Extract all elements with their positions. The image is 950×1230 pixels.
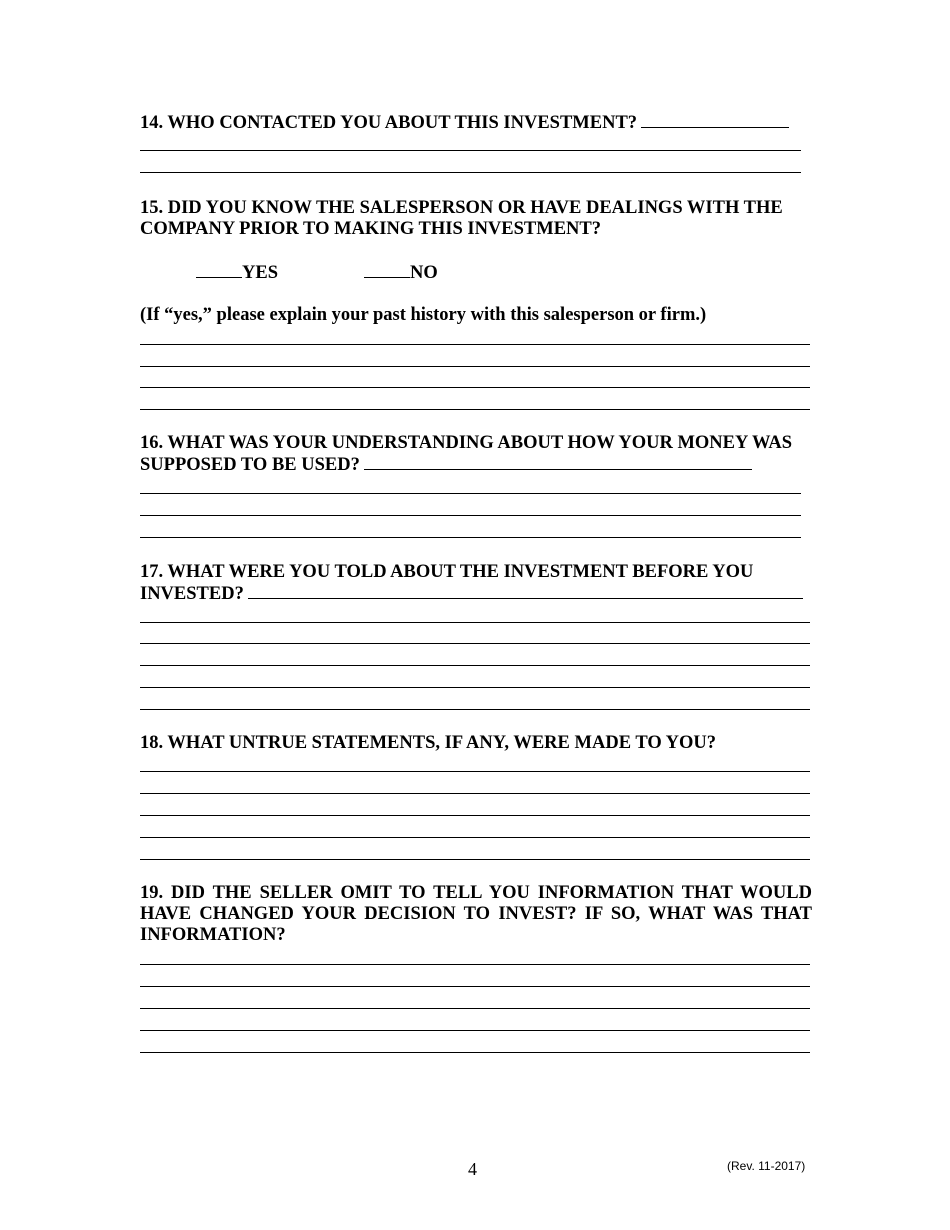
question-15-note: (If “yes,” please explain your past history with this salesperson or firm.) xyxy=(140,305,707,325)
answer-line[interactable] xyxy=(140,837,810,838)
question-16-text: 16. WHAT WAS YOUR UNDERSTANDING ABOUT HOW YOUR MONEY WAS SUPPOSED TO BE USED? xyxy=(140,433,793,475)
question-17-text: 17. WHAT WERE YOU TOLD ABOUT THE INVESTMENT BEFORE YOU INVESTED? xyxy=(140,562,754,604)
question-18: 18. WHAT UNTRUE STATEMENTS, IF ANY, WERE MADE TO YOU? xyxy=(140,733,717,753)
answer-line[interactable] xyxy=(140,709,810,710)
answer-line[interactable] xyxy=(140,1008,810,1009)
answer-line[interactable] xyxy=(140,172,801,173)
answer-line[interactable] xyxy=(140,409,810,410)
answer-line[interactable] xyxy=(140,515,801,516)
answer-line[interactable] xyxy=(140,986,810,987)
answer-line[interactable] xyxy=(140,859,810,860)
question-14 xyxy=(140,112,812,134)
no-checkbox-line[interactable] xyxy=(364,262,410,278)
answer-line[interactable] xyxy=(140,344,810,345)
question-17 xyxy=(140,562,812,605)
no-option[interactable] xyxy=(364,262,438,284)
answer-line[interactable] xyxy=(140,964,810,965)
question-16 xyxy=(140,433,812,476)
answer-line[interactable] xyxy=(140,537,801,538)
answer-line[interactable] xyxy=(641,112,789,128)
question-14-text: 14. WHO CONTACTED YOU ABOUT THIS INVESTMENT? xyxy=(140,113,638,133)
answer-line[interactable] xyxy=(140,665,810,666)
yes-label: YES xyxy=(242,263,278,283)
yes-option[interactable] xyxy=(196,262,278,284)
answer-line[interactable] xyxy=(140,771,810,772)
answer-line[interactable] xyxy=(140,366,810,367)
answer-line[interactable] xyxy=(140,493,801,494)
answer-line[interactable] xyxy=(140,622,810,623)
answer-line[interactable] xyxy=(140,815,810,816)
question-19: 19. DID THE SELLER OMIT TO TELL YOU INFORMATION THAT WOULD HAVE CHANGED YOUR DECISION TO INVEST? IF SO, WHAT WAS THAT INFORMATION? xyxy=(140,883,812,945)
answer-line[interactable] xyxy=(364,454,752,470)
answer-line[interactable] xyxy=(140,387,810,388)
answer-line[interactable] xyxy=(140,793,810,794)
answer-line[interactable] xyxy=(140,1030,810,1031)
yes-checkbox-line[interactable] xyxy=(196,262,242,278)
answer-line[interactable] xyxy=(248,583,803,599)
answer-line[interactable] xyxy=(140,643,810,644)
answer-line[interactable] xyxy=(140,687,810,688)
no-label: NO xyxy=(410,263,438,283)
page-number: 4 xyxy=(468,1159,477,1179)
question-15: 15. DID YOU KNOW THE SALESPERSON OR HAVE DEALINGS WITH THE COMPANY PRIOR TO MAKING THIS INVESTMENT? xyxy=(140,198,783,239)
revision-label: (Rev. 11-2017) xyxy=(727,1159,806,1173)
answer-line[interactable] xyxy=(140,1052,810,1053)
answer-line[interactable] xyxy=(140,150,801,151)
